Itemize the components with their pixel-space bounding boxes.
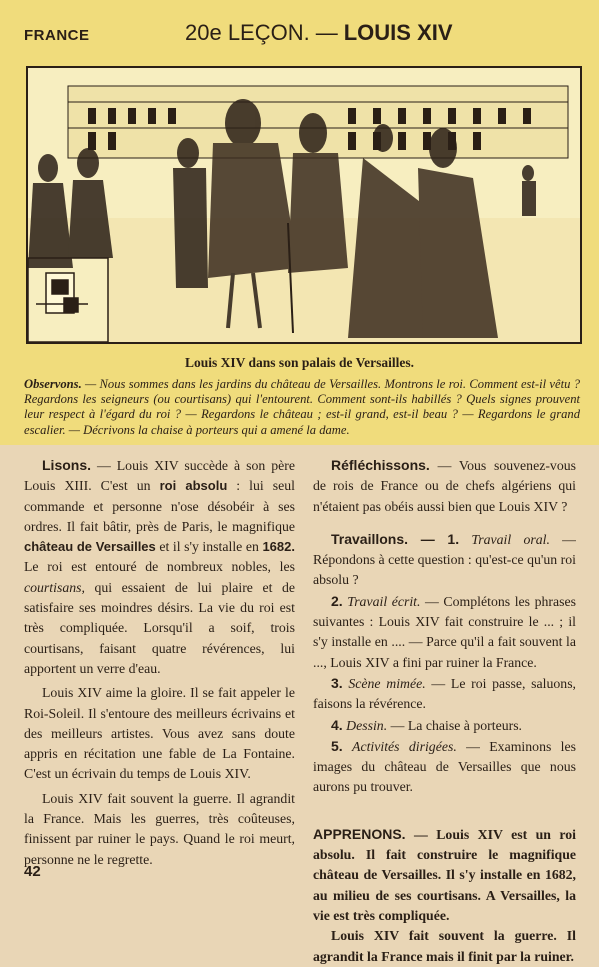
title-dash: — bbox=[315, 20, 338, 45]
item-number: 2. bbox=[331, 592, 343, 609]
keyword-1682: 1682. bbox=[262, 539, 295, 555]
lisons-text: : lui seul commande et personne n'ose désobéir à ses ordres. Il fait bâtir, près de Paris, le magnifique bbox=[24, 478, 295, 534]
item-number: 4. bbox=[331, 716, 343, 733]
apprenons-text: — Louis XIV est un roi absolu. Il fait construire le magnifique château de Versailles. Il s'y installe en 1682, au milieu de ses courtisans. A Versailles, la vie est très compliquée. bbox=[313, 826, 576, 923]
item-number: 5. bbox=[331, 737, 343, 754]
apprenons-heading: APPRENONS. bbox=[313, 825, 406, 842]
item-text: — Répondons à cette question : qu'est-ce qu'un roi absolu ? bbox=[313, 531, 576, 588]
item-title: Scène mimée. bbox=[348, 675, 426, 691]
country-label: FRANCE bbox=[24, 27, 90, 44]
apprenons-paragraph-1 bbox=[313, 824, 576, 926]
keyword-courtisans: courtisans, bbox=[24, 579, 85, 595]
travaillons-item-2 bbox=[313, 591, 576, 673]
keyword-roi-absolu: roi absolu bbox=[159, 478, 228, 494]
apprenons-section bbox=[313, 824, 576, 967]
versailles-illustration bbox=[26, 66, 582, 344]
observons-text: — Nous sommes dans les jardins du château de Versailles. Montrons le roi. Comment est-il vêtu ? Regardons les seigneurs (ou courtisans) qui l'entourent. Comment sont-ils habillés ? Quels signes prouvent leur respect à l'égard du roi ? — Regardons le château ; est-il grand, est-il beau ? — Regardons le grand escalier. — Décrivons la chaise à porteurs qui a amené la dame. bbox=[24, 377, 580, 437]
item-text: — Examinons les images du château de Versailles que nous aurons pu trouver. bbox=[313, 738, 576, 795]
reflechissons-section bbox=[313, 455, 576, 517]
travaillons-item-1 bbox=[313, 529, 576, 591]
lisons-heading: Lisons. bbox=[42, 457, 92, 473]
lesson-number: 20e LEÇON. bbox=[185, 20, 310, 45]
lisons-paragraph-3: Louis XIV fait souvent la guerre. Il agrandit la France. Mais les guerres, très coûteuses, finissent par ruiner le pays. Quand le roi meurt, personne ne le regrette. bbox=[24, 790, 295, 867]
item-text: — Complétons les phrases suivantes : Louis XIV fait construire le ... ; il s'y installe en .... — Parce qu'il a fait souvent la ..., Louis XIV a fini par ruiner la France. bbox=[313, 593, 576, 670]
lisons-paragraph-1 bbox=[24, 455, 295, 679]
travaillons-item-4 bbox=[313, 715, 576, 736]
item-number: 3. bbox=[331, 674, 343, 691]
item-title: Activités dirigées. bbox=[352, 738, 457, 754]
observons-section bbox=[24, 377, 580, 438]
observons-heading: Observons. bbox=[24, 377, 82, 391]
apprenons-paragraph-2: Louis XIV fait souvent la guerre. Il agrandit la France mais il finit par la ruiner. bbox=[313, 928, 576, 964]
item-title: Travail oral. bbox=[471, 531, 550, 547]
item-number: — 1. bbox=[408, 530, 460, 547]
lisons-column bbox=[24, 455, 295, 870]
travaillons-item-3 bbox=[313, 673, 576, 715]
travaillons-heading: Travaillons. bbox=[331, 530, 409, 547]
lesson-subject: LOUIS XIV bbox=[343, 20, 453, 45]
reflechissons-heading: Réfléchissons. bbox=[331, 457, 430, 473]
lisons-text: qui essaient de lui plaire et de satisfaire ses moindres désirs. La vie du roi est très compliquée. Lorsqu'il a soif, trois courtisans, faisant quatre révérences, lui apportent un verre d'eau. bbox=[24, 579, 295, 676]
travaillons-item-5 bbox=[313, 736, 576, 798]
lisons-paragraph-2: Louis XIV aime la gloire. Il se fait appeler le Roi-Soleil. Il s'entoure des meilleurs écrivains et des meilleurs artistes. Vous avez sans doute appris en récitation une fable de La Fontaine. C'est un écrivain du temps de Louis XIV. bbox=[24, 685, 295, 782]
item-text: — Le roi passe, saluons, faisons la révérence. bbox=[313, 675, 577, 712]
keyword-chateau: château de Versailles bbox=[24, 539, 156, 555]
exercises-column bbox=[313, 455, 576, 967]
lisons-text: et il s'y installe en bbox=[155, 539, 263, 555]
reflechissons-text: — Vous souvenez-vous de rois de France ou de chefs algériens qui n'étaient pas obéis aussi bien que Louis XIV ? bbox=[313, 458, 576, 514]
lesson-title bbox=[185, 20, 453, 46]
item-text: — La chaise à porteurs. bbox=[387, 717, 523, 733]
lisons-text: — Louis XIV succède à son père Louis XIII. C'est un bbox=[24, 458, 295, 494]
illustration-caption: Louis XIV dans son palais de Versailles. bbox=[185, 355, 414, 370]
item-title: Dessin. bbox=[346, 717, 388, 733]
item-title: Travail écrit. bbox=[347, 593, 421, 609]
page-number: 42 bbox=[24, 863, 41, 880]
lisons-text: Le roi est entouré de nombreux nobles, les bbox=[24, 559, 295, 575]
illustration-panel bbox=[0, 0, 599, 445]
